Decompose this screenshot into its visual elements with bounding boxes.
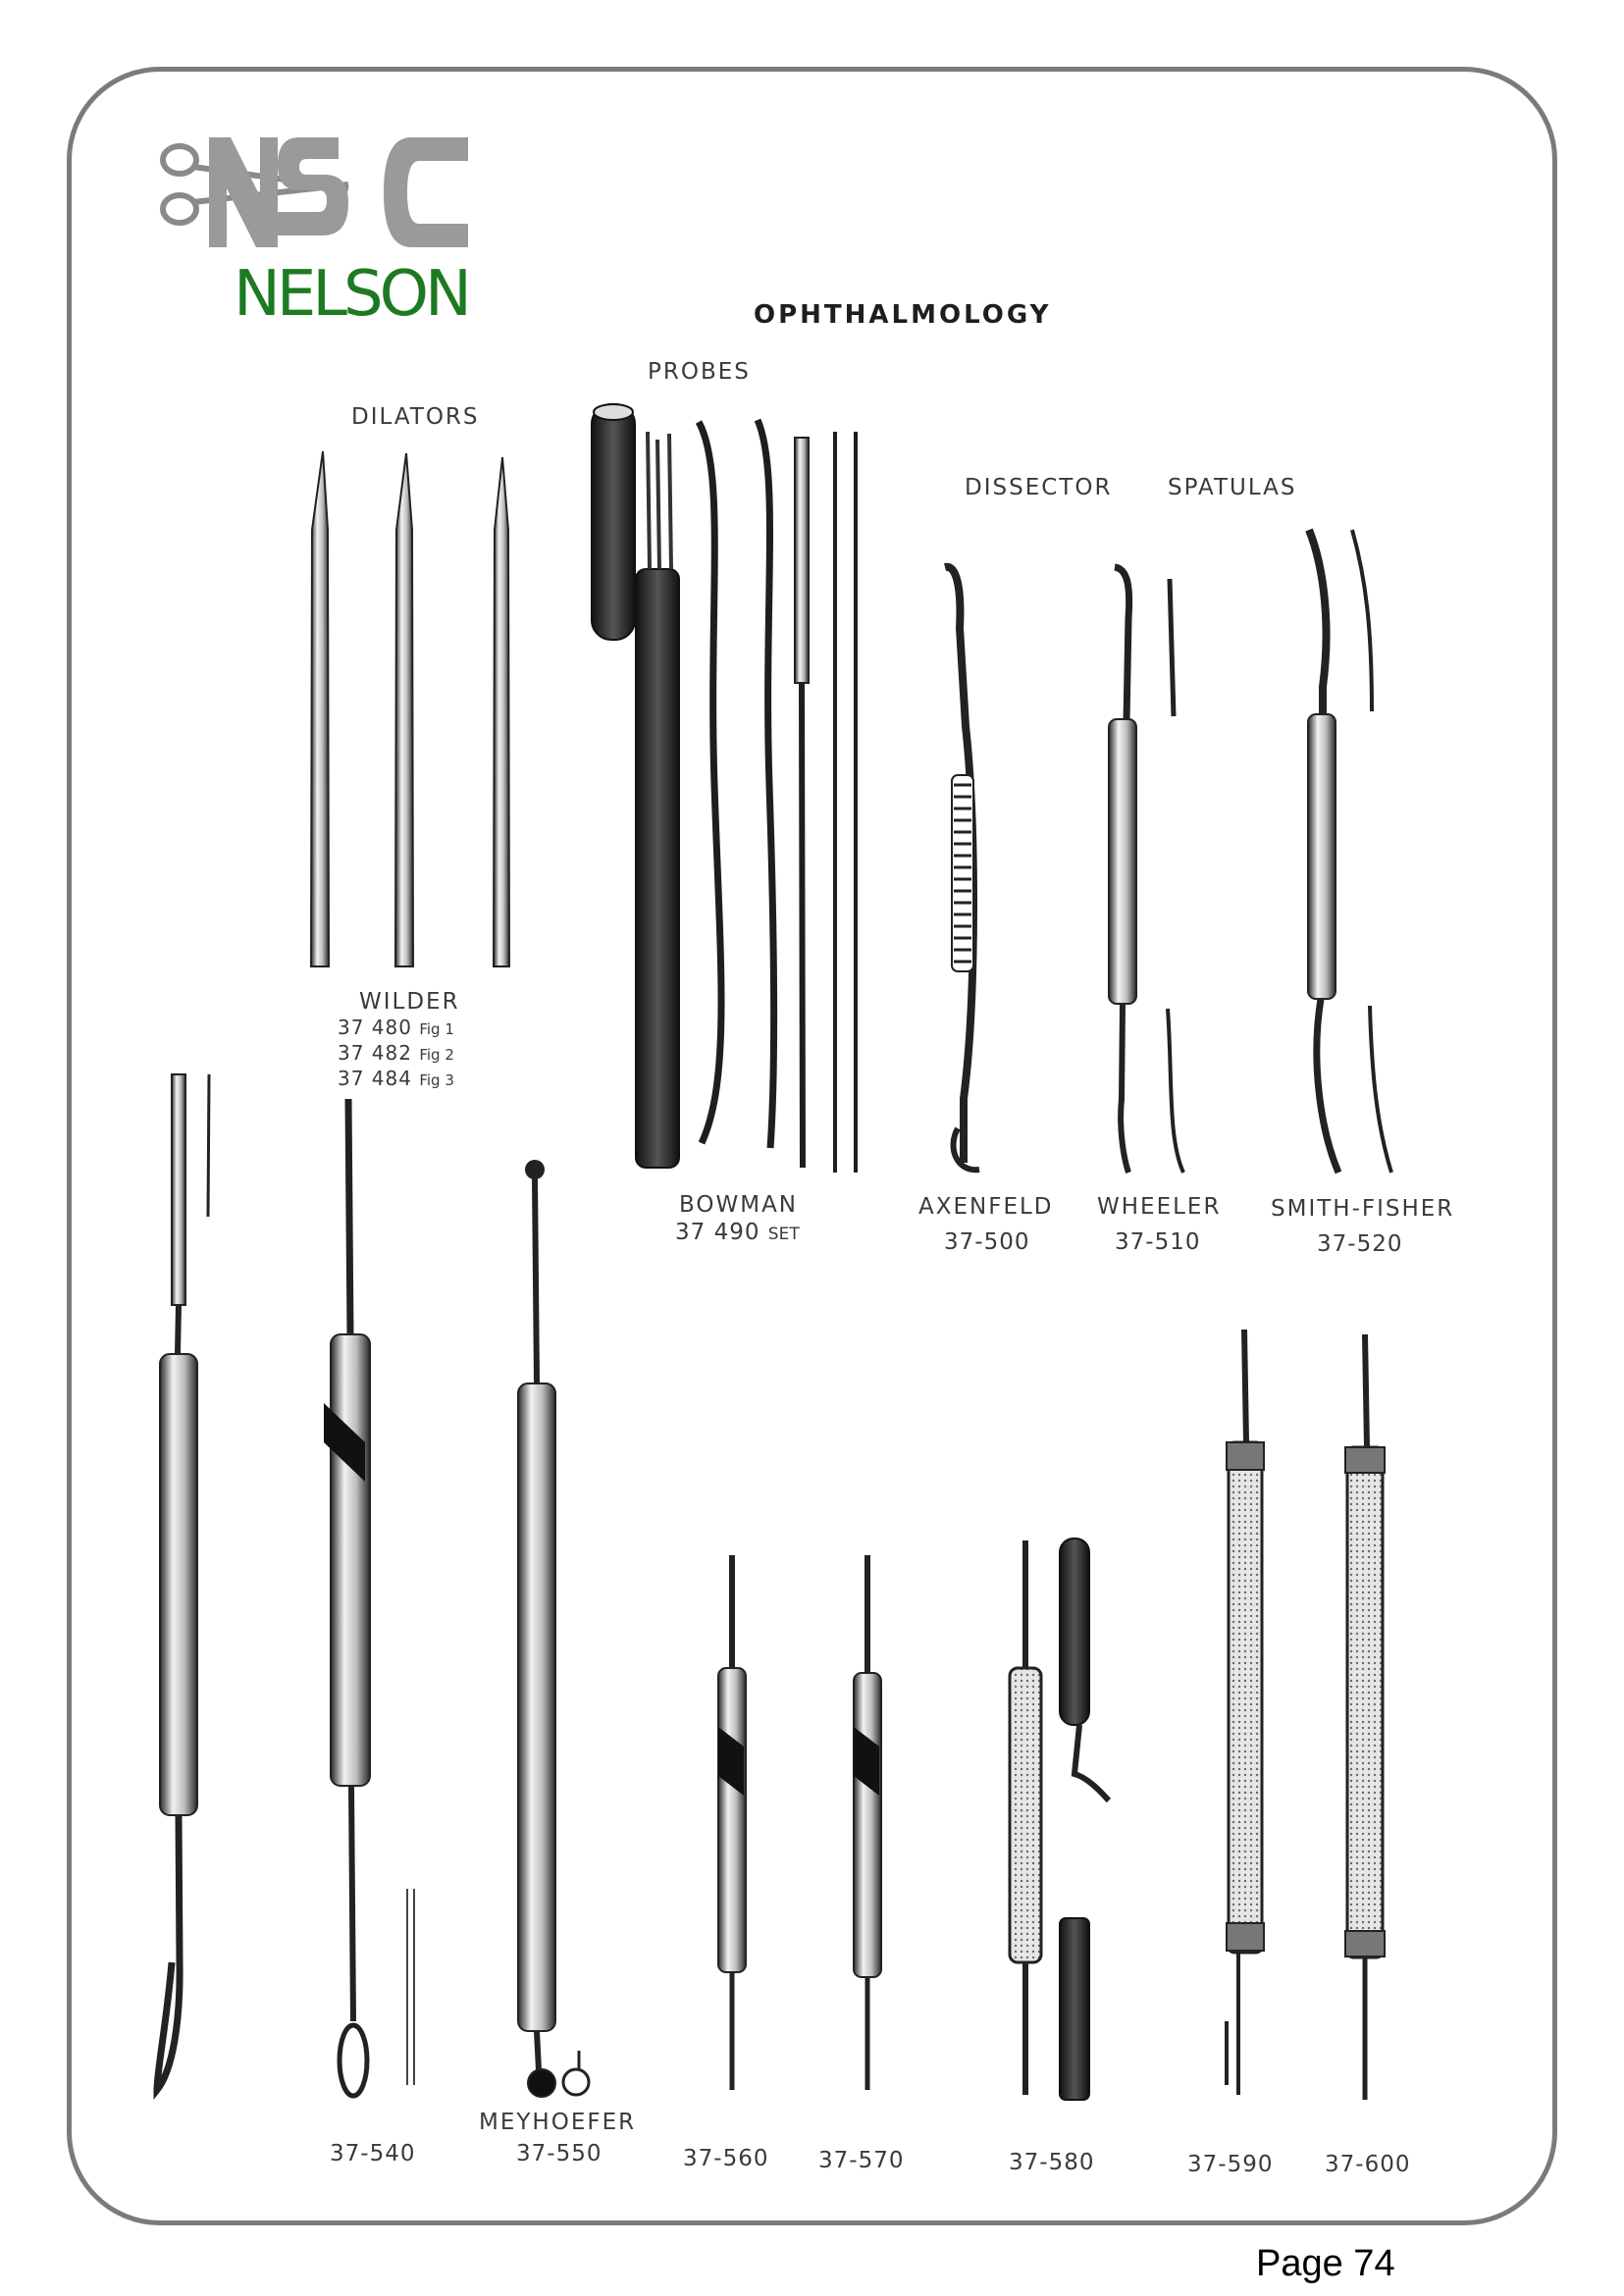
bowman-label: BOWMAN xyxy=(679,1192,799,1218)
instrument-37-560 xyxy=(718,1555,746,2090)
axenfeld-dissector xyxy=(945,567,979,1170)
code-37-560: 37-560 xyxy=(683,2146,769,2171)
meyhoefer-curette xyxy=(518,1160,589,2097)
code-37-600: 37-600 xyxy=(1325,2152,1411,2177)
page-number: Page 74 xyxy=(1256,2243,1395,2284)
wilder-dilator-fig1 xyxy=(311,451,329,966)
section-probes: PROBES xyxy=(648,359,751,385)
code-37-550: 37-550 xyxy=(516,2141,602,2166)
wilder-dilator-fig2 xyxy=(395,453,413,966)
bowman-probes xyxy=(699,420,856,1173)
instrument-37-590 xyxy=(1227,1330,1264,2095)
code-37-540: 37-540 xyxy=(330,2141,416,2166)
code-37-570: 37-570 xyxy=(818,2148,905,2173)
code-37-590: 37-590 xyxy=(1187,2152,1274,2177)
wilder-dilator-fig3 xyxy=(494,457,509,966)
instrument-37-580 xyxy=(1010,1539,1109,2100)
page-title: OPHTHALMOLOGY xyxy=(754,300,1052,330)
section-spatulas: SPATULAS xyxy=(1168,475,1297,500)
section-dilators: DILATORS xyxy=(351,404,480,430)
wilder-code-3: 37 484 Fig 3 xyxy=(338,1067,454,1090)
brand-name: NELSON xyxy=(234,258,468,331)
wheeler-label: WHEELER xyxy=(1097,1194,1222,1220)
smith-fisher-spatula xyxy=(1308,530,1391,1173)
instrument-37-550 xyxy=(324,1099,414,2096)
instrument-37-600 xyxy=(1345,1334,1385,2100)
section-dissector: DISSECTOR xyxy=(965,475,1113,500)
instrument-37-540 xyxy=(157,1074,209,2090)
code-37-580: 37-580 xyxy=(1009,2150,1095,2175)
axenfeld-label: AXENFELD xyxy=(918,1194,1054,1220)
wilder-label: WILDER xyxy=(359,989,460,1015)
wheeler-code: 37-510 xyxy=(1115,1229,1201,1255)
smith-fisher-label: SMITH-FISHER xyxy=(1271,1196,1455,1222)
meyhoefer-label: MEYHOEFER xyxy=(479,2110,637,2135)
bowman-code: 37 490 SET xyxy=(675,1220,800,1245)
bowman-probe-case xyxy=(592,404,679,1168)
wheeler-spatula xyxy=(1109,567,1183,1173)
wilder-code-2: 37 482 Fig 2 xyxy=(338,1041,454,1065)
axenfeld-code: 37-500 xyxy=(944,1229,1030,1255)
wilder-code-1: 37 480 Fig 1 xyxy=(338,1016,454,1039)
instrument-37-570 xyxy=(854,1555,881,2090)
smith-fisher-code: 37-520 xyxy=(1317,1231,1403,1257)
